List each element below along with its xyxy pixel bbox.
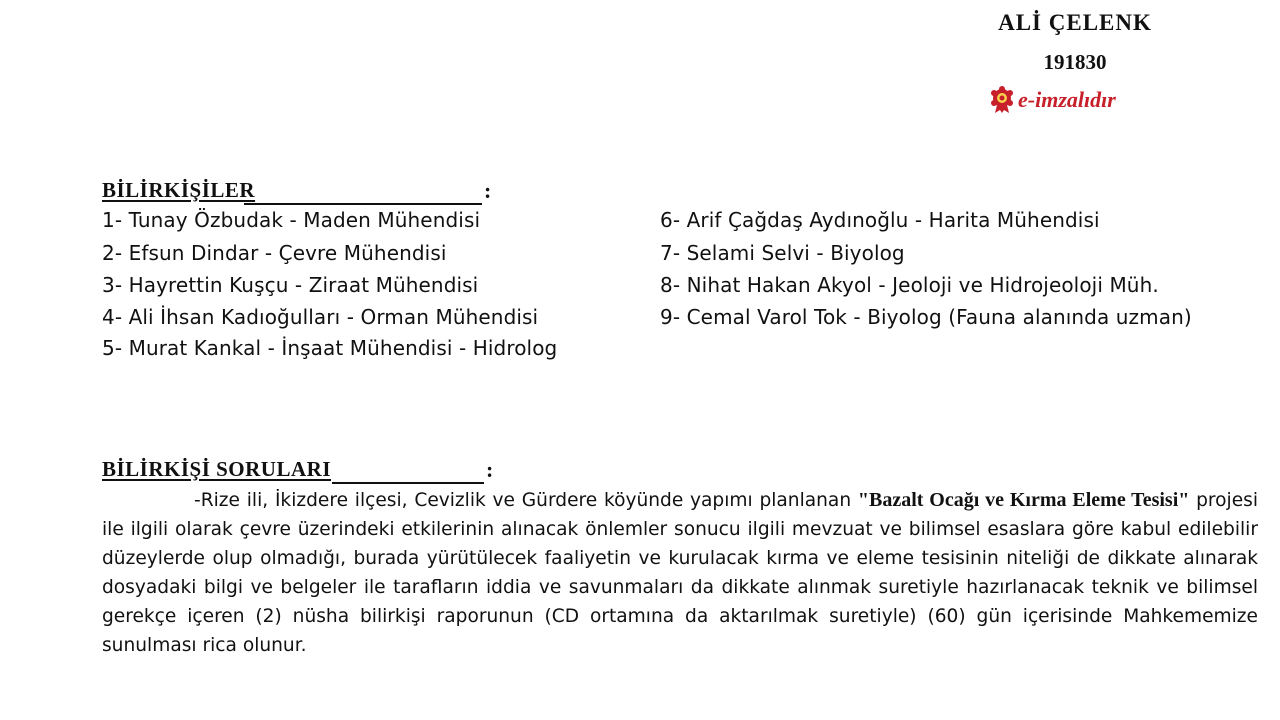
expert-item-5: 5- Murat Kankal - İnşaat Mühendisi - Hidrolog: [102, 336, 558, 360]
seal-icon: [988, 86, 1016, 114]
expert-item-9: 9- Cemal Varol Tok - Biyolog (Fauna alanında uzman): [660, 305, 1192, 329]
questions-heading: BİLİRKİŞİ SORULARI: [102, 457, 331, 481]
experts-heading-rule: [244, 203, 482, 205]
expert-item-8: 8- Nihat Hakan Akyol - Jeoloji ve Hidrojeoloji Müh.: [660, 273, 1159, 297]
signer-block: [960, 10, 1190, 75]
expert-item-1: 1- Tunay Özbudak - Maden Mühendisi: [102, 208, 481, 232]
expert-item-2: 2- Efsun Dindar - Çevre Mühendisi: [102, 241, 447, 265]
expert-item-3: 3- Hayrettin Kuşçu - Ziraat Mühendisi: [102, 273, 479, 297]
expert-item-4: 4- Ali İhsan Kadıoğulları - Orman Mühendisi: [102, 305, 539, 329]
project-name: "Bazalt Ocağı ve Kırma Eleme Tesisi": [857, 489, 1190, 511]
expert-item-7: 7- Selami Selvi - Biyolog: [660, 241, 905, 265]
e-signature-label: e-imzalıdır: [1018, 87, 1116, 112]
experts-heading-colon: :: [484, 178, 492, 203]
questions-heading-rule: [332, 482, 484, 484]
questions-paragraph: [102, 486, 1258, 660]
expert-item-6: 6- Arif Çağdaş Aydınoğlu - Harita Mühendisi: [660, 208, 1100, 232]
paragraph-text-before: -Rize ili, İkizdere ilçesi, Cevizlik ve Gürdere köyünde yapımı planlanan: [194, 490, 858, 511]
e-signature-badge: [988, 86, 1116, 114]
signer-name: ALİ ÇELENK: [998, 10, 1152, 35]
experts-heading: BİLİRKİŞİLER: [102, 178, 256, 202]
questions-heading-colon: :: [486, 457, 494, 482]
signer-registry-number: 191830: [1043, 50, 1107, 74]
paragraph-text-after: projesi ile ilgili olarak çevre üzerindeki etkilerinin alınacak önlemler sonucu ilgili mevzuat ve bilimsel esaslara göre kabul edilebilir düzeylerde olup olmadığı, burada yürütülecek faaliyetin ve kurulacak kırma ve eleme tesisinin niteliği de dikkate alınarak dosyadaki bilgi ve belgeler ile tarafların iddia ve savunmaları da dikkate alınmak suretiyle hazırlanacak teknik ve bilimsel gerekçe içeren (2) nüsha bilirkişi raporunun (CD ortamına da aktarılmak suretiyle) (60) gün içerisinde Mahkememize sunulması rica olunur.: [102, 490, 1259, 656]
